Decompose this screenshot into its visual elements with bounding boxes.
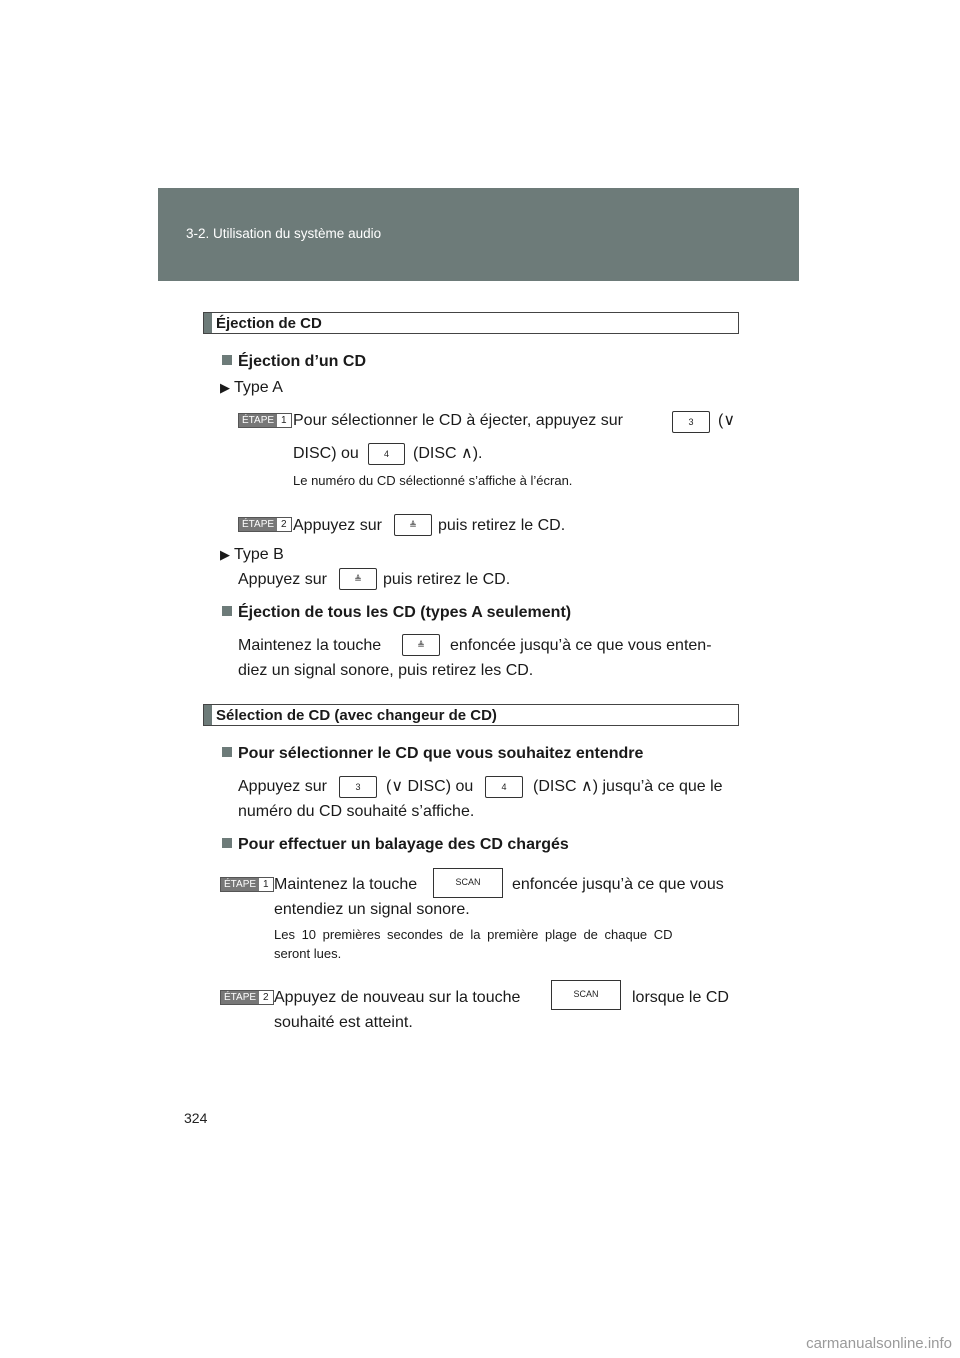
eject-key: ≜ xyxy=(402,634,440,656)
step-badge-1: ÉTAPE 1 xyxy=(220,877,274,892)
step1-note: Le numéro du CD sélectionné s’affiche à l’écran. xyxy=(293,473,573,488)
step2-text-a: Appuyez sur xyxy=(293,517,382,534)
section-title-bar xyxy=(204,313,212,333)
step1-text-d: (DISC ∧). xyxy=(413,445,483,462)
step2-text-b: puis retirez le CD. xyxy=(438,517,566,534)
type-a-label: ▶ Type A xyxy=(220,379,283,396)
scan-step2-text-b: lorsque le CD xyxy=(632,989,729,1006)
select-text-c: (DISC ∧) jusqu’à ce que le xyxy=(533,778,723,795)
subheading-eject-all: Éjection de tous les CD (types A seulement) xyxy=(222,603,571,623)
type-b-text-b: puis retirez le CD. xyxy=(383,571,511,588)
scan-step1-text-b: enfoncée jusqu’à ce que vous xyxy=(512,876,724,893)
scan-key: SCAN xyxy=(433,868,503,898)
select-text-b: (∨ DISC) ou xyxy=(386,778,474,795)
subheading-scan: Pour effectuer un balayage des CD chargés xyxy=(222,835,569,855)
disc-down-key: 3 xyxy=(672,411,710,433)
eject-all-text-a: Maintenez la touche xyxy=(238,637,382,654)
triangle-bullet-icon: ▶ xyxy=(220,547,230,562)
subheading-select-cd: Pour sélectionner le CD que vous souhaitez entendre xyxy=(222,744,643,764)
square-bullet-icon xyxy=(222,355,232,365)
eject-all-text-c: diez un signal sonore, puis retirez les CD. xyxy=(238,662,534,679)
scan-key: SCAN xyxy=(551,980,621,1010)
type-b-text-a: Appuyez sur xyxy=(238,571,327,588)
scan-step1-text-c: entendiez un signal sonore. xyxy=(274,901,470,918)
subheading-eject-one: Éjection d’un CD xyxy=(222,352,366,372)
square-bullet-icon xyxy=(222,747,232,757)
section-title-text: Éjection de CD xyxy=(216,315,322,332)
eject-key: ≜ xyxy=(394,514,432,536)
step1-text-a: Pour sélectionner le CD à éjecter, appuyez sur xyxy=(293,412,623,429)
scan-step1-text-a: Maintenez la touche xyxy=(274,876,418,893)
section-title-text: Sélection de CD (avec changeur de CD) xyxy=(216,707,497,724)
section-title-selection xyxy=(203,704,739,726)
watermark: carmanualsonline.info xyxy=(806,1335,952,1352)
section-title-ejection xyxy=(203,312,739,334)
page-number: 324 xyxy=(184,1110,208,1126)
disc-up-key: 4 xyxy=(485,776,523,798)
scan-step1-note-2: seront lues. xyxy=(274,946,342,961)
step-badge-1: ÉTAPE 1 xyxy=(238,413,292,428)
eject-key: ≜ xyxy=(339,568,377,590)
header-band xyxy=(158,188,799,281)
select-text-d: numéro du CD souhaité s’affiche. xyxy=(238,803,475,820)
scan-step1-note-1: Les 10 premières secondes de la première plage de chaque CD xyxy=(274,927,673,942)
scan-step2-text-c: souhaité est atteint. xyxy=(274,1014,413,1031)
step-badge-2: ÉTAPE 2 xyxy=(220,990,274,1005)
type-b-label: ▶ Type B xyxy=(220,546,284,563)
chapter-title: 3-2. Utilisation du système audio xyxy=(186,226,382,241)
step1-text-c: DISC) ou xyxy=(293,445,359,462)
step-badge-2: ÉTAPE 2 xyxy=(238,517,292,532)
disc-up-key: 4 xyxy=(368,443,405,465)
select-text-a: Appuyez sur xyxy=(238,778,327,795)
triangle-bullet-icon: ▶ xyxy=(220,380,230,395)
section-title-bar xyxy=(204,705,212,725)
scan-step2-text-a: Appuyez de nouveau sur la touche xyxy=(274,989,521,1006)
step1-text-b: (∨ xyxy=(718,412,736,429)
square-bullet-icon xyxy=(222,606,232,616)
eject-all-text-b: enfoncée jusqu’à ce que vous enten- xyxy=(450,637,712,654)
disc-down-key: 3 xyxy=(339,776,377,798)
square-bullet-icon xyxy=(222,838,232,848)
